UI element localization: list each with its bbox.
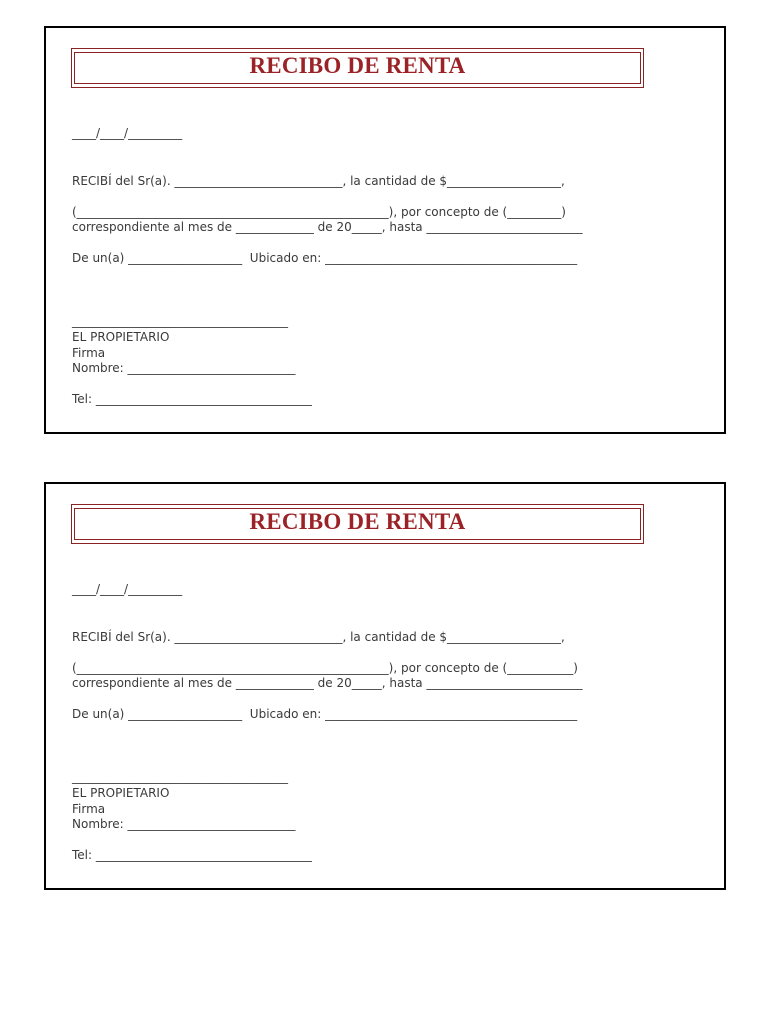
period-line: correspondiente al mes de _____________ de 20_____, hasta __________________________: [72, 220, 583, 234]
phone-field: Tel: ____________________________________: [72, 392, 312, 406]
date-field: ____/____/_________: [72, 582, 183, 596]
receipt-title: RECIBO DE RENTA: [249, 509, 466, 534]
name-field: Nombre: ____________________________: [72, 361, 296, 375]
owner-label: EL PROPIETARIO: [72, 786, 170, 800]
receipt-title: RECIBO DE RENTA: [249, 53, 466, 78]
amount-words-line: (____________________________________________________), por concepto de (_________): [72, 205, 566, 219]
title-frame: [71, 504, 644, 544]
property-line: De un(a) ___________________ Ubicado en: __________________________________________: [72, 251, 578, 265]
rent-receipt-2: [44, 482, 726, 890]
name-field: Nombre: ____________________________: [72, 817, 296, 831]
property-line: De un(a) ___________________ Ubicado en: __________________________________________: [72, 707, 578, 721]
received-from-line: RECIBÍ del Sr(a). ____________________________, la cantidad de $___________________,: [72, 630, 565, 644]
owner-label: EL PROPIETARIO: [72, 330, 170, 344]
date-field: ____/____/_________: [72, 126, 183, 140]
firma-label: Firma: [72, 346, 106, 360]
signature-line: ____________________________________: [72, 770, 288, 784]
firma-label: Firma: [72, 802, 106, 816]
signature-line: ____________________________________: [72, 314, 288, 328]
period-line: correspondiente al mes de _____________ de 20_____, hasta __________________________: [72, 676, 583, 690]
received-from-line: RECIBÍ del Sr(a). ____________________________, la cantidad de $___________________,: [72, 174, 565, 188]
phone-field: Tel: ____________________________________: [72, 848, 312, 862]
title-frame: [71, 48, 644, 88]
rent-receipt-1: [44, 26, 726, 434]
amount-words-line: (____________________________________________________), por concepto de (___________): [72, 661, 578, 675]
